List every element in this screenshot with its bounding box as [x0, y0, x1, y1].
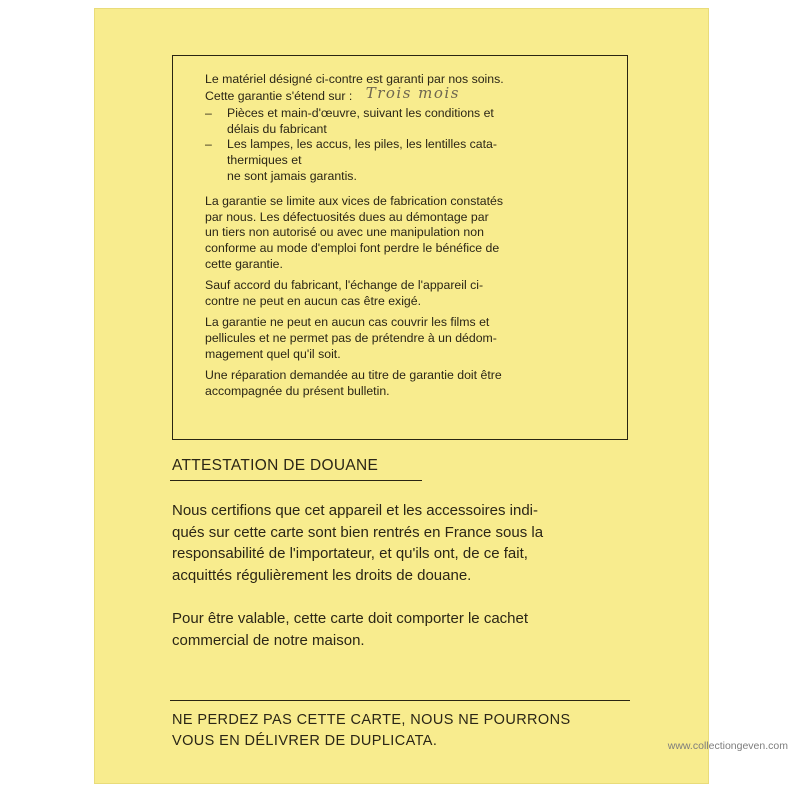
customs-certification-paragraph: Nous certifions que cet appareil et les accessoires indi- qués sur cette carte sont bien rentrés en France sous la responsabilité de l'importateur, et qu'ils ont, de ce fait, acquittés régulièrement les droits de douane.	[172, 502, 544, 584]
warranty-item-exclusions: – Les lampes, les accus, les piles, les lentilles cata- thermiques et	[205, 137, 497, 167]
dash-bullet: –	[205, 106, 212, 121]
warranty-text	[205, 72, 600, 405]
watermark-text: www.collectiongeven.com	[667, 740, 788, 752]
warranty-repair-paragraph: Une réparation demandée au titre de garantie doit être accompagnée du présent bulletin.	[205, 368, 502, 398]
customs-title: ATTESTATION DE DOUANE	[172, 457, 379, 474]
customs-title-underline	[170, 480, 422, 481]
handwritten-duration: Trois mois	[365, 83, 460, 102]
warranty-intro-line: Le matériel désigné ci-contre est garanti par nos soins.	[205, 72, 504, 86]
warranty-limits-paragraph: La garantie se limite aux vices de fabrication constatés par nous. Les défectuosités dues au démontage par un tiers non autorisé ou avec une manipulation non conforme au mode d'emploi font perdre le bénéfice de cette garantie.	[205, 194, 504, 271]
warranty-exchange-paragraph: Sauf accord du fabricant, l'échange de l'appareil ci- contre ne peut en aucun cas être exigé.	[205, 278, 484, 308]
warning-divider	[170, 700, 630, 701]
dash-bullet: –	[205, 137, 212, 152]
warning-notice: NE PERDEZ PAS CETTE CARTE, NOUS NE POURRONS VOUS EN DÉLIVRER DE DUPLICATA.	[172, 712, 571, 749]
customs-validity-paragraph: Pour être valable, cette carte doit comporter le cachet commercial de notre maison.	[172, 610, 529, 649]
warranty-films-paragraph: La garantie ne peut en aucun cas couvrir les films et pellicules et ne permet pas de prétendre à un dédom- magement quel qu'il soit.	[205, 315, 497, 361]
warranty-exclusions-tail: ne sont jamais garantis.	[227, 168, 357, 183]
warranty-coverage-label: Cette garantie s'étend sur :	[205, 88, 353, 103]
warranty-item-parts: – Pièces et main-d'œuvre, suivant les conditions et délais du fabricant	[205, 106, 494, 136]
